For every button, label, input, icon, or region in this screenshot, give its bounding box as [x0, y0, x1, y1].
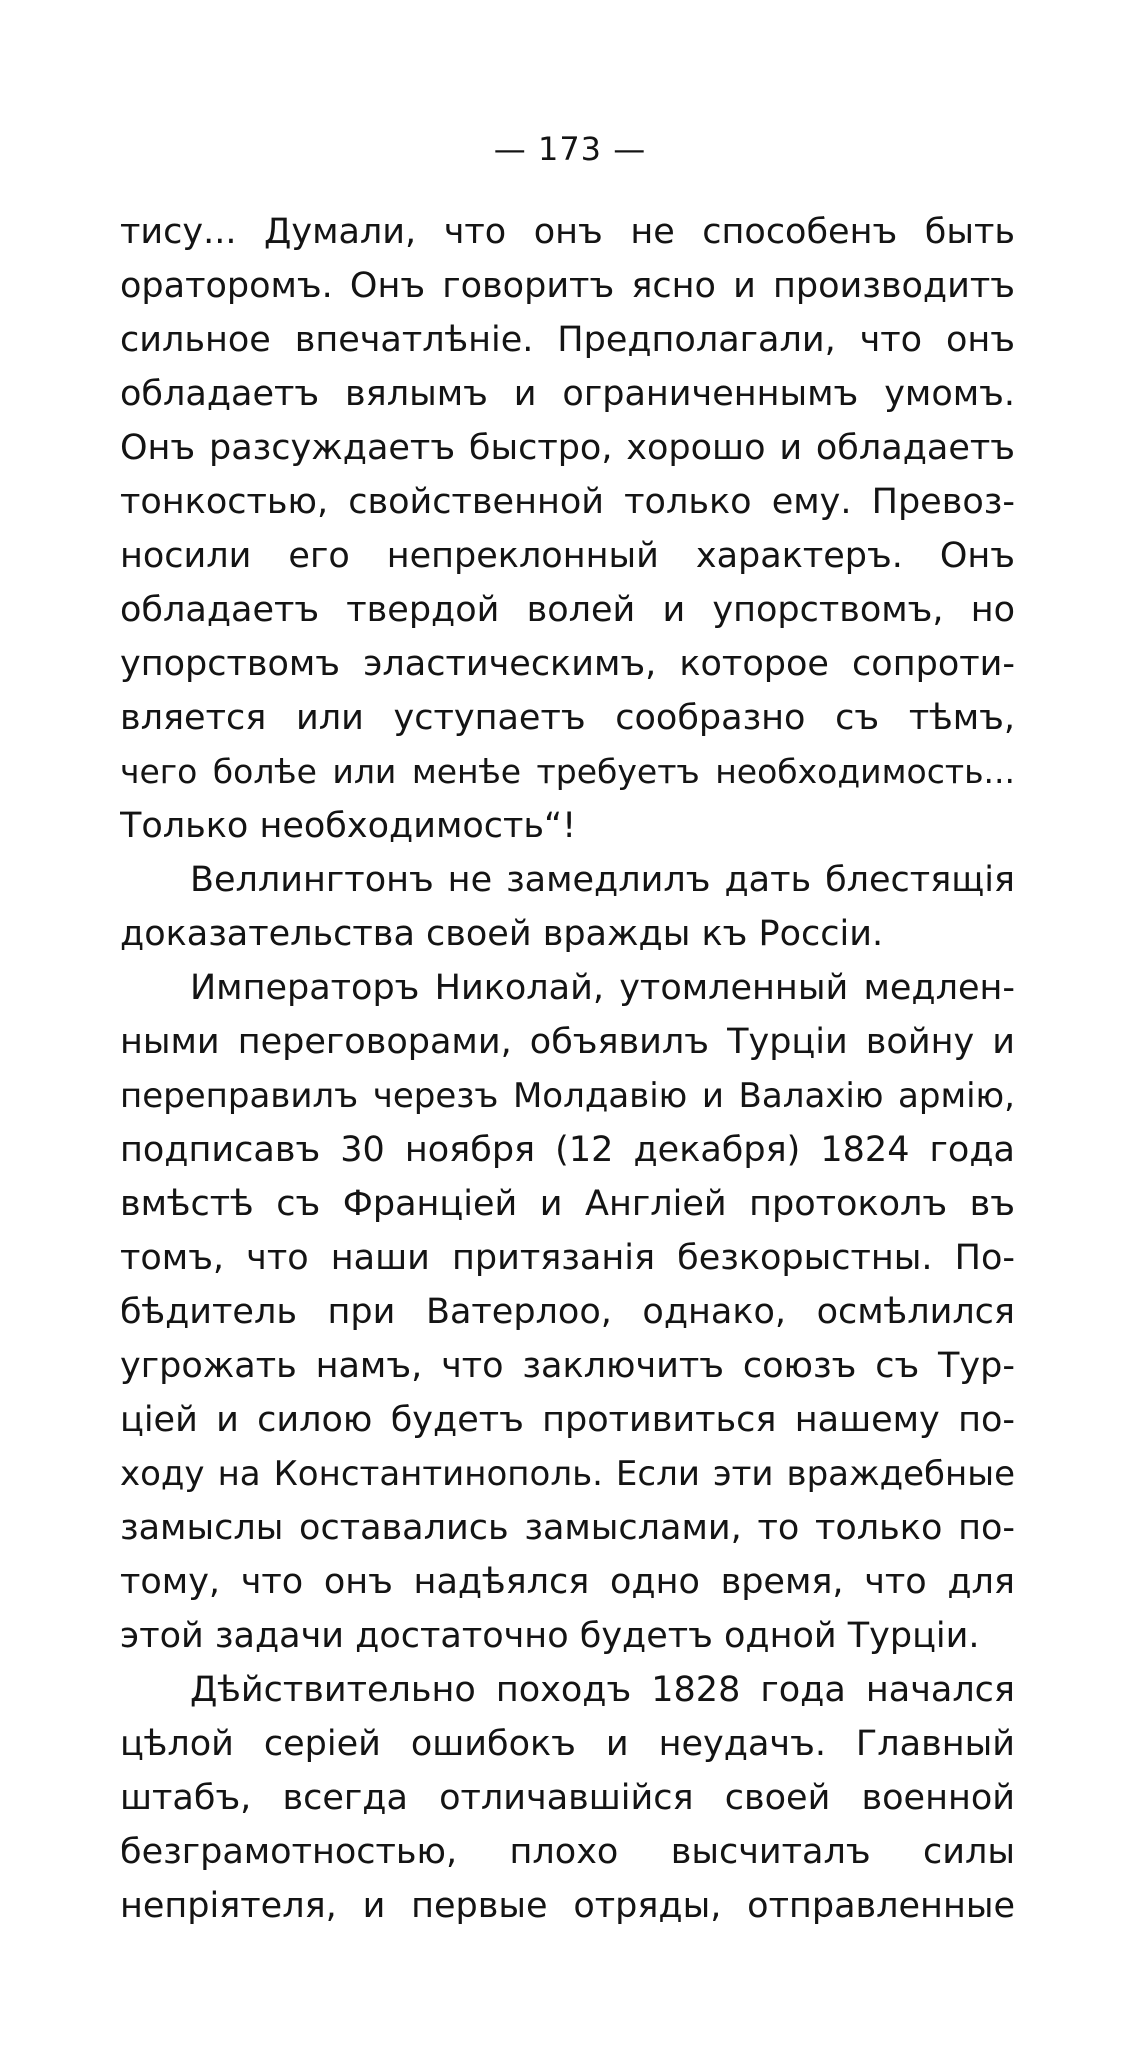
text-line: угрожать намъ, что заключитъ союзъ съ Тур- [120, 1346, 1015, 1386]
text-line: обладаетъ вялымъ и ограниченнымъ умомъ. [120, 374, 1015, 414]
text-line: доказательства своей вражды къ Россіи. [120, 914, 884, 954]
text-line: цѣлой серіей ошибокъ и неудачъ. Главный [120, 1724, 1015, 1764]
text-line: тонкостью, свойственной только ему. Превоз- [120, 482, 1015, 522]
text-line: непріятеля, и первые отряды, отправленные [120, 1886, 1015, 1926]
text-line: тому, что онъ надѣялся одно время, что для [120, 1562, 1015, 1602]
paragraph [120, 853, 1015, 961]
text-line: штабъ, всегда отличавшійся своей военной [120, 1778, 1015, 1818]
text-line: вмѣстѣ съ Франціей и Англіей протоколъ въ [120, 1184, 1015, 1224]
text-line: ціей и силою будетъ противиться нашему по- [120, 1400, 1015, 1440]
text-line: бѣдитель при Ватерлоо, однако, осмѣлился [120, 1292, 1015, 1332]
text-line: Только необходимость“! [120, 806, 577, 846]
text-line: ходу на Константинополь. Если эти враждебные [120, 1454, 1015, 1494]
text-line: сильное впечатлѣніе. Предполагали, что онъ [120, 320, 1015, 360]
paragraph [120, 205, 1015, 853]
text-line: Веллингтонъ не замедлилъ дать блестящія [190, 860, 1015, 900]
text-line: Дѣйствительно походъ 1828 года начался [190, 1670, 1015, 1710]
text-line: Императоръ Николай, утомленный медлен- [190, 968, 1015, 1008]
text-line: тису... Думали, что онъ не способенъ быть [120, 212, 1015, 252]
text-line: замыслы оставались замыслами, то только по- [120, 1508, 1015, 1548]
text-line: безграмотностью, плохо высчиталъ силы [120, 1832, 1015, 1872]
body-text [120, 205, 1015, 1933]
text-line: чего болѣе или менѣе требуетъ необходимость... [120, 752, 1015, 791]
text-line: носили его непреклонный характеръ. Онъ [120, 536, 1015, 576]
text-line: томъ, что наши притязанія безкорыстны. По- [120, 1238, 1015, 1278]
text-line: переправилъ черезъ Молдавію и Валахію армію, [120, 1076, 1015, 1116]
text-line: вляется или уступаетъ сообразно съ тѣмъ, [120, 698, 1015, 738]
text-line: подписавъ 30 ноября (12 декабря) 1824 года [120, 1130, 1015, 1170]
paragraph [120, 961, 1015, 1663]
page-number: — 173 — [493, 130, 647, 168]
text-line: Онъ разсуждаетъ быстро, хорошо и обладаетъ [120, 428, 1015, 468]
paragraph [120, 1663, 1015, 1933]
text-line: упорствомъ эластическимъ, которое сопроти- [120, 644, 1015, 684]
text-line: ными переговорами, объявилъ Турціи войну и [120, 1022, 1015, 1062]
text-line: ораторомъ. Онъ говоритъ ясно и производитъ [120, 266, 1015, 306]
text-line: этой задачи достаточно будетъ одной Турціи. [120, 1616, 980, 1656]
text-line: обладаетъ твердой волей и упорствомъ, но [120, 590, 1015, 630]
